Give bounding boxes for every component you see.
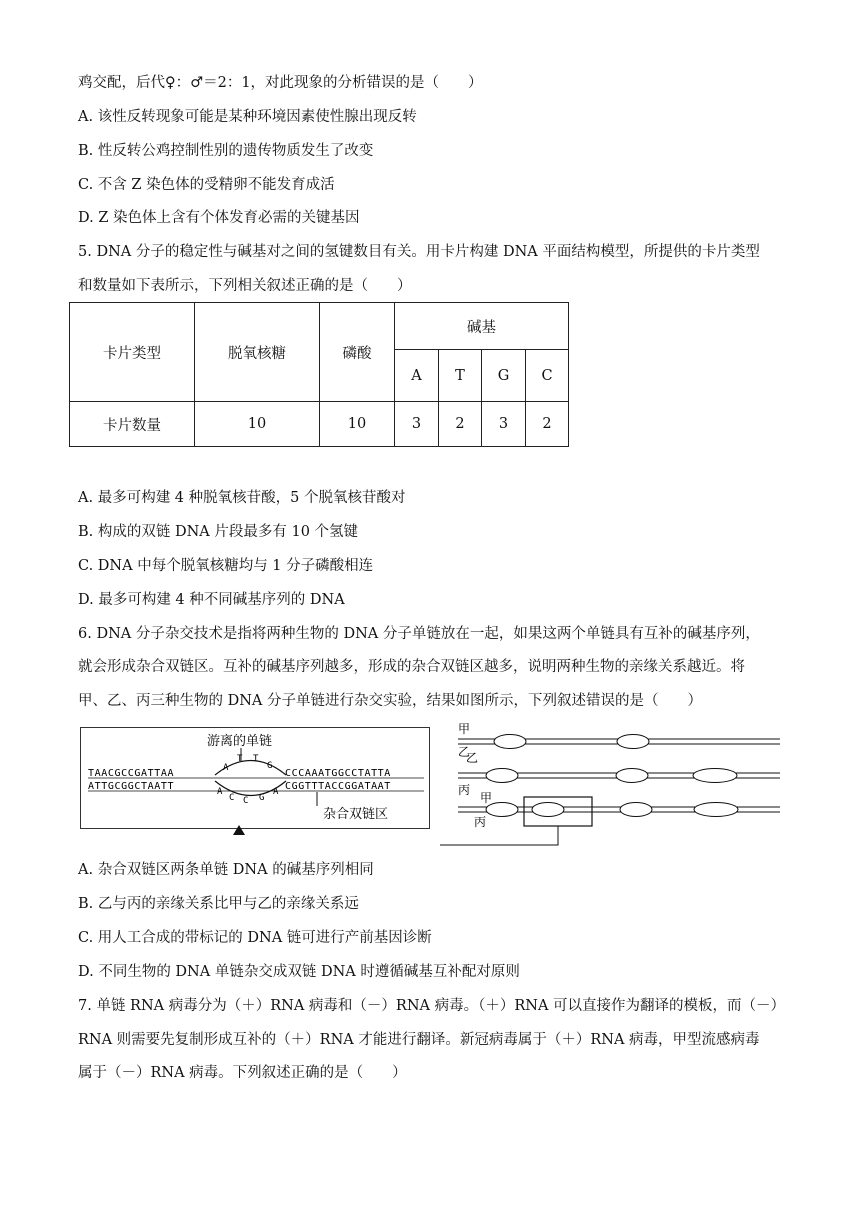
bottom-left-seq: ATTGCGGCTAATT bbox=[88, 781, 175, 792]
loop-base: G bbox=[267, 761, 273, 771]
loop-base: A bbox=[273, 787, 279, 797]
loop-base: T bbox=[253, 754, 259, 764]
hybrid-schematic bbox=[440, 718, 780, 848]
arrow-up-icon bbox=[232, 825, 246, 839]
species-label: 甲 bbox=[480, 791, 493, 805]
header-base: 碱基 bbox=[395, 303, 569, 350]
cell-t: 2 bbox=[439, 402, 482, 447]
hybrid-detail-figure bbox=[80, 727, 430, 829]
option-b: B. 性反转公鸡控制性别的遗传物质发生了改变 bbox=[78, 143, 374, 159]
loop-base: C bbox=[229, 793, 235, 803]
header-card-type: 卡片类型 bbox=[70, 303, 195, 402]
bottom-right-seq: CGGTTTACCGGATAAT bbox=[285, 781, 391, 792]
loop-base: A bbox=[223, 763, 229, 773]
text-line: 鸡交配，后代♀：♂＝2：1，对此现象的分析错误的是（ ） bbox=[78, 75, 483, 91]
header-c: C bbox=[526, 350, 569, 402]
option-b: B. 构成的双链 DNA 片段最多有 10 个氢键 bbox=[78, 524, 359, 540]
cell-phosphate: 10 bbox=[320, 402, 395, 447]
species-label: 丙 bbox=[458, 783, 471, 797]
species-label: 甲 bbox=[458, 722, 471, 736]
option-d: D. 不同生物的 DNA 单链杂交成双链 DNA 时遵循碱基互补配对原则 bbox=[78, 964, 520, 980]
header-deoxyribose: 脱氧核糖 bbox=[195, 303, 320, 402]
free-strand-label: 游离的单链 bbox=[207, 734, 273, 749]
loop-base: A bbox=[217, 787, 223, 797]
header-t: T bbox=[439, 350, 482, 402]
top-right-seq: CCCAAATGGCCTATTA bbox=[285, 768, 391, 779]
cell-g: 3 bbox=[482, 402, 526, 447]
loop-base: G bbox=[259, 793, 265, 803]
question-7-stem: 7. 单链 RNA 病毒分为（＋）RNA 病毒和（－）RNA 病毒。（＋）RNA 可以直接作为翻译的模板，而（－） bbox=[78, 998, 786, 1014]
question-6-stem-cont: 就会形成杂合双链区。互补的碱基序列越多，形成的杂合双链区越多，说明两种生物的亲缘关系越近。将 bbox=[78, 659, 745, 675]
option-a: A. 最多可构建 4 种脱氧核苷酸，5 个脱氧核苷酸对 bbox=[78, 490, 406, 506]
cell-a: 3 bbox=[395, 402, 439, 447]
cell-c: 2 bbox=[526, 402, 569, 447]
option-d: D. 最多可构建 4 种不同碱基序列的 DNA bbox=[78, 592, 345, 608]
card-table bbox=[69, 302, 569, 447]
question-6-stem: 6. DNA 分子杂交技术是指将两种生物的 DNA 分子单链放在一起，如果这两个单链具有互补的碱基序列， bbox=[78, 626, 760, 642]
option-d: D. Z 染色体上含有个体发育必需的关键基因 bbox=[78, 210, 360, 226]
option-b: B. 乙与丙的亲缘关系比甲与乙的亲缘关系远 bbox=[78, 896, 359, 912]
top-left-seq: TAACGCCGATTAA bbox=[88, 768, 175, 779]
option-c: C. 不含 Z 染色体的受精卵不能发育成活 bbox=[78, 177, 335, 193]
loop-base: C bbox=[243, 796, 249, 806]
question-6-stem-cont: 甲、乙、丙三种生物的 DNA 分子单链进行杂交实验，结果如图所示，下列叙述错误的是（ ） bbox=[78, 693, 702, 709]
question-5-stem: 5. DNA 分子的稳定性与碱基对之间的氢键数目有关。用卡片构建 DNA 平面结构模型，所提供的卡片类型 bbox=[78, 244, 760, 260]
question-7-stem-cont: RNA 则需要先复制形成互补的（＋）RNA 才能进行翻译。新冠病毒属于（＋）RNA 病毒，甲型流感病毒 bbox=[78, 1032, 760, 1048]
species-label: 乙 bbox=[466, 751, 479, 765]
option-c: C. DNA 中每个脱氧核糖均与 1 分子磷酸相连 bbox=[78, 558, 374, 574]
loop-base: T bbox=[237, 754, 243, 764]
header-phosphate: 磷酸 bbox=[320, 303, 395, 402]
option-a: A. 该性反转现象可能是某种环境因素使性腺出现反转 bbox=[78, 109, 417, 125]
option-c: C. 用人工合成的带标记的 DNA 链可进行产前基因诊断 bbox=[78, 930, 432, 946]
species-label: 丙 bbox=[474, 815, 487, 829]
species-label: 乙 bbox=[458, 745, 471, 759]
header-a: A bbox=[395, 350, 439, 402]
header-g: G bbox=[482, 350, 526, 402]
option-a: A. 杂合双链区两条单链 DNA 的碱基序列相同 bbox=[78, 862, 374, 878]
hybrid-region-label: 杂合双链区 bbox=[323, 807, 389, 822]
question-7-stem-cont: 属于（－）RNA 病毒。下列叙述正确的是（ ） bbox=[78, 1065, 407, 1081]
row-label: 卡片数量 bbox=[70, 402, 195, 447]
question-5-stem-cont: 和数量如下表所示，下列相关叙述正确的是（ ） bbox=[78, 278, 412, 294]
cell-sugar: 10 bbox=[195, 402, 320, 447]
